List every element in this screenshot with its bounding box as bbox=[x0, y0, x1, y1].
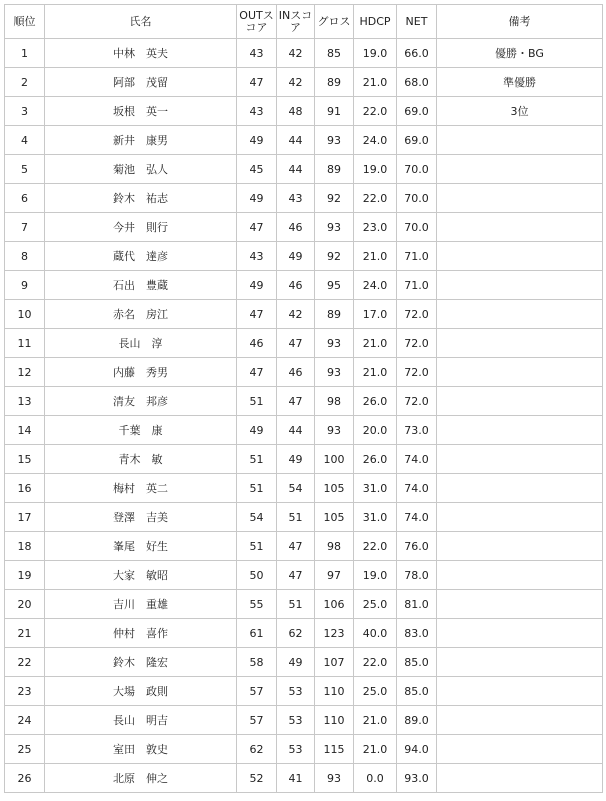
out-score-cell: 51 bbox=[237, 474, 277, 503]
rank-cell: 14 bbox=[5, 416, 45, 445]
notes-cell bbox=[437, 387, 603, 416]
gross-cell: 93 bbox=[315, 416, 354, 445]
net-cell: 74.0 bbox=[397, 445, 437, 474]
gross-cell: 106 bbox=[315, 590, 354, 619]
rank-cell: 26 bbox=[5, 764, 45, 793]
name-cell: 大場 政則 bbox=[45, 677, 237, 706]
rank-cell: 6 bbox=[5, 184, 45, 213]
net-cell: 85.0 bbox=[397, 677, 437, 706]
gross-cell: 107 bbox=[315, 648, 354, 677]
rank-cell: 18 bbox=[5, 532, 45, 561]
gross-cell: 110 bbox=[315, 706, 354, 735]
table-row bbox=[5, 561, 603, 590]
table-body bbox=[5, 39, 603, 793]
out-score-cell: 43 bbox=[237, 39, 277, 68]
hdcp-cell: 21.0 bbox=[354, 68, 397, 97]
table-row bbox=[5, 416, 603, 445]
in-score-cell: 49 bbox=[277, 242, 315, 271]
notes-cell bbox=[437, 126, 603, 155]
name-cell: 登澤 吉美 bbox=[45, 503, 237, 532]
in-score-cell: 46 bbox=[277, 213, 315, 242]
out-score-cell: 55 bbox=[237, 590, 277, 619]
table-row bbox=[5, 503, 603, 532]
notes-cell bbox=[437, 242, 603, 271]
rank-cell: 15 bbox=[5, 445, 45, 474]
in-score-cell: 49 bbox=[277, 648, 315, 677]
gross-cell: 97 bbox=[315, 561, 354, 590]
table-row bbox=[5, 242, 603, 271]
notes-cell bbox=[437, 764, 603, 793]
table-row bbox=[5, 68, 603, 97]
name-cell: 清友 邦彦 bbox=[45, 387, 237, 416]
rank-cell: 19 bbox=[5, 561, 45, 590]
gross-cell: 93 bbox=[315, 126, 354, 155]
header-name: 氏名 bbox=[45, 5, 237, 39]
net-cell: 66.0 bbox=[397, 39, 437, 68]
hdcp-cell: 25.0 bbox=[354, 677, 397, 706]
hdcp-cell: 19.0 bbox=[354, 155, 397, 184]
name-cell: 阿部 茂留 bbox=[45, 68, 237, 97]
out-score-cell: 46 bbox=[237, 329, 277, 358]
out-score-cell: 49 bbox=[237, 126, 277, 155]
name-cell: 鈴木 祐志 bbox=[45, 184, 237, 213]
in-score-cell: 53 bbox=[277, 735, 315, 764]
net-cell: 71.0 bbox=[397, 242, 437, 271]
net-cell: 89.0 bbox=[397, 706, 437, 735]
hdcp-cell: 20.0 bbox=[354, 416, 397, 445]
hdcp-cell: 21.0 bbox=[354, 358, 397, 387]
name-cell: 青木 敏 bbox=[45, 445, 237, 474]
gross-cell: 115 bbox=[315, 735, 354, 764]
rank-cell: 5 bbox=[5, 155, 45, 184]
table-row bbox=[5, 445, 603, 474]
gross-cell: 105 bbox=[315, 503, 354, 532]
in-score-cell: 46 bbox=[277, 271, 315, 300]
net-cell: 73.0 bbox=[397, 416, 437, 445]
rank-cell: 9 bbox=[5, 271, 45, 300]
name-cell: 大家 敏昭 bbox=[45, 561, 237, 590]
notes-cell bbox=[437, 706, 603, 735]
rank-cell: 23 bbox=[5, 677, 45, 706]
out-score-cell: 57 bbox=[237, 677, 277, 706]
rank-cell: 8 bbox=[5, 242, 45, 271]
out-score-cell: 50 bbox=[237, 561, 277, 590]
table-header bbox=[5, 5, 603, 39]
notes-cell bbox=[437, 532, 603, 561]
hdcp-cell: 21.0 bbox=[354, 329, 397, 358]
header-row bbox=[5, 5, 603, 39]
notes-cell bbox=[437, 619, 603, 648]
hdcp-cell: 23.0 bbox=[354, 213, 397, 242]
gross-cell: 93 bbox=[315, 329, 354, 358]
rank-cell: 7 bbox=[5, 213, 45, 242]
net-cell: 72.0 bbox=[397, 329, 437, 358]
table-row bbox=[5, 387, 603, 416]
notes-cell bbox=[437, 300, 603, 329]
table-row bbox=[5, 39, 603, 68]
name-cell: 新井 康男 bbox=[45, 126, 237, 155]
name-cell: 中林 英夫 bbox=[45, 39, 237, 68]
table-row bbox=[5, 184, 603, 213]
in-score-cell: 46 bbox=[277, 358, 315, 387]
gross-cell: 100 bbox=[315, 445, 354, 474]
in-score-cell: 44 bbox=[277, 416, 315, 445]
rank-cell: 3 bbox=[5, 97, 45, 126]
out-score-cell: 45 bbox=[237, 155, 277, 184]
rank-cell: 13 bbox=[5, 387, 45, 416]
name-cell: 石出 豊蔵 bbox=[45, 271, 237, 300]
gross-cell: 98 bbox=[315, 387, 354, 416]
net-cell: 85.0 bbox=[397, 648, 437, 677]
in-score-cell: 44 bbox=[277, 126, 315, 155]
gross-cell: 93 bbox=[315, 358, 354, 387]
hdcp-cell: 22.0 bbox=[354, 184, 397, 213]
notes-cell bbox=[437, 271, 603, 300]
hdcp-cell: 21.0 bbox=[354, 735, 397, 764]
results-table bbox=[4, 4, 603, 793]
out-score-cell: 47 bbox=[237, 358, 277, 387]
gross-cell: 89 bbox=[315, 155, 354, 184]
header-net: NET bbox=[397, 5, 437, 39]
net-cell: 81.0 bbox=[397, 590, 437, 619]
hdcp-cell: 21.0 bbox=[354, 706, 397, 735]
gross-cell: 92 bbox=[315, 184, 354, 213]
net-cell: 72.0 bbox=[397, 358, 437, 387]
notes-cell: 3位 bbox=[437, 97, 603, 126]
rank-cell: 16 bbox=[5, 474, 45, 503]
notes-cell bbox=[437, 329, 603, 358]
hdcp-cell: 40.0 bbox=[354, 619, 397, 648]
in-score-cell: 53 bbox=[277, 677, 315, 706]
in-score-cell: 54 bbox=[277, 474, 315, 503]
out-score-cell: 62 bbox=[237, 735, 277, 764]
net-cell: 94.0 bbox=[397, 735, 437, 764]
out-score-cell: 47 bbox=[237, 213, 277, 242]
gross-cell: 95 bbox=[315, 271, 354, 300]
out-score-cell: 43 bbox=[237, 242, 277, 271]
net-cell: 69.0 bbox=[397, 97, 437, 126]
in-score-cell: 42 bbox=[277, 300, 315, 329]
table-row bbox=[5, 590, 603, 619]
name-cell: 仲村 喜作 bbox=[45, 619, 237, 648]
notes-cell bbox=[437, 735, 603, 764]
net-cell: 74.0 bbox=[397, 503, 437, 532]
notes-cell: 準優勝 bbox=[437, 68, 603, 97]
rank-cell: 10 bbox=[5, 300, 45, 329]
notes-cell bbox=[437, 213, 603, 242]
gross-cell: 91 bbox=[315, 97, 354, 126]
name-cell: 鈴木 隆宏 bbox=[45, 648, 237, 677]
out-score-cell: 61 bbox=[237, 619, 277, 648]
out-score-cell: 49 bbox=[237, 184, 277, 213]
net-cell: 68.0 bbox=[397, 68, 437, 97]
in-score-cell: 47 bbox=[277, 387, 315, 416]
hdcp-cell: 22.0 bbox=[354, 532, 397, 561]
hdcp-cell: 26.0 bbox=[354, 387, 397, 416]
table-row bbox=[5, 764, 603, 793]
net-cell: 70.0 bbox=[397, 155, 437, 184]
in-score-cell: 49 bbox=[277, 445, 315, 474]
notes-cell bbox=[437, 155, 603, 184]
out-score-cell: 51 bbox=[237, 532, 277, 561]
name-cell: 室田 敦史 bbox=[45, 735, 237, 764]
notes-cell bbox=[437, 503, 603, 532]
gross-cell: 123 bbox=[315, 619, 354, 648]
name-cell: 蔵代 達彦 bbox=[45, 242, 237, 271]
rank-cell: 20 bbox=[5, 590, 45, 619]
rank-cell: 4 bbox=[5, 126, 45, 155]
in-score-cell: 51 bbox=[277, 590, 315, 619]
rank-cell: 21 bbox=[5, 619, 45, 648]
gross-cell: 110 bbox=[315, 677, 354, 706]
notes-cell: 優勝・BG bbox=[437, 39, 603, 68]
in-score-cell: 43 bbox=[277, 184, 315, 213]
name-cell: 吉川 重雄 bbox=[45, 590, 237, 619]
notes-cell bbox=[437, 677, 603, 706]
notes-cell bbox=[437, 561, 603, 590]
in-score-cell: 47 bbox=[277, 561, 315, 590]
net-cell: 71.0 bbox=[397, 271, 437, 300]
in-score-cell: 42 bbox=[277, 39, 315, 68]
hdcp-cell: 25.0 bbox=[354, 590, 397, 619]
in-score-cell: 51 bbox=[277, 503, 315, 532]
hdcp-cell: 31.0 bbox=[354, 503, 397, 532]
name-cell: 長山 明吉 bbox=[45, 706, 237, 735]
header-rank: 順位 bbox=[5, 5, 45, 39]
table-row bbox=[5, 358, 603, 387]
table-row bbox=[5, 271, 603, 300]
gross-cell: 98 bbox=[315, 532, 354, 561]
out-score-cell: 49 bbox=[237, 416, 277, 445]
in-score-cell: 44 bbox=[277, 155, 315, 184]
notes-cell bbox=[437, 445, 603, 474]
gross-cell: 92 bbox=[315, 242, 354, 271]
rank-cell: 12 bbox=[5, 358, 45, 387]
in-score-cell: 48 bbox=[277, 97, 315, 126]
hdcp-cell: 22.0 bbox=[354, 648, 397, 677]
net-cell: 70.0 bbox=[397, 213, 437, 242]
notes-cell bbox=[437, 416, 603, 445]
in-score-cell: 53 bbox=[277, 706, 315, 735]
name-cell: 今井 則行 bbox=[45, 213, 237, 242]
out-score-cell: 47 bbox=[237, 68, 277, 97]
name-cell: 内藤 秀男 bbox=[45, 358, 237, 387]
out-score-cell: 47 bbox=[237, 300, 277, 329]
table-row bbox=[5, 619, 603, 648]
name-cell: 長山 淳 bbox=[45, 329, 237, 358]
rank-cell: 2 bbox=[5, 68, 45, 97]
net-cell: 93.0 bbox=[397, 764, 437, 793]
net-cell: 78.0 bbox=[397, 561, 437, 590]
gross-cell: 93 bbox=[315, 764, 354, 793]
out-score-cell: 58 bbox=[237, 648, 277, 677]
header-out-score: OUTスコア bbox=[237, 5, 277, 39]
net-cell: 76.0 bbox=[397, 532, 437, 561]
out-score-cell: 52 bbox=[237, 764, 277, 793]
table-row bbox=[5, 474, 603, 503]
net-cell: 70.0 bbox=[397, 184, 437, 213]
in-score-cell: 47 bbox=[277, 329, 315, 358]
table-row bbox=[5, 706, 603, 735]
name-cell: 坂根 英一 bbox=[45, 97, 237, 126]
hdcp-cell: 24.0 bbox=[354, 271, 397, 300]
name-cell: 北原 伸之 bbox=[45, 764, 237, 793]
notes-cell bbox=[437, 358, 603, 387]
net-cell: 74.0 bbox=[397, 474, 437, 503]
in-score-cell: 41 bbox=[277, 764, 315, 793]
header-notes: 備考 bbox=[437, 5, 603, 39]
notes-cell bbox=[437, 590, 603, 619]
notes-cell bbox=[437, 184, 603, 213]
hdcp-cell: 24.0 bbox=[354, 126, 397, 155]
hdcp-cell: 21.0 bbox=[354, 242, 397, 271]
table-row bbox=[5, 677, 603, 706]
table-row bbox=[5, 532, 603, 561]
hdcp-cell: 17.0 bbox=[354, 300, 397, 329]
rank-cell: 24 bbox=[5, 706, 45, 735]
hdcp-cell: 0.0 bbox=[354, 764, 397, 793]
out-score-cell: 51 bbox=[237, 445, 277, 474]
hdcp-cell: 22.0 bbox=[354, 97, 397, 126]
notes-cell bbox=[437, 474, 603, 503]
name-cell: 菊池 弘人 bbox=[45, 155, 237, 184]
hdcp-cell: 19.0 bbox=[354, 39, 397, 68]
table-row bbox=[5, 213, 603, 242]
out-score-cell: 43 bbox=[237, 97, 277, 126]
hdcp-cell: 26.0 bbox=[354, 445, 397, 474]
table-row bbox=[5, 648, 603, 677]
rank-cell: 22 bbox=[5, 648, 45, 677]
in-score-cell: 62 bbox=[277, 619, 315, 648]
table-row bbox=[5, 97, 603, 126]
rank-cell: 25 bbox=[5, 735, 45, 764]
header-gross: グロス bbox=[315, 5, 354, 39]
gross-cell: 85 bbox=[315, 39, 354, 68]
hdcp-cell: 31.0 bbox=[354, 474, 397, 503]
name-cell: 千葉 康 bbox=[45, 416, 237, 445]
name-cell: 赤名 房江 bbox=[45, 300, 237, 329]
table-row bbox=[5, 735, 603, 764]
net-cell: 72.0 bbox=[397, 387, 437, 416]
net-cell: 72.0 bbox=[397, 300, 437, 329]
out-score-cell: 51 bbox=[237, 387, 277, 416]
rank-cell: 11 bbox=[5, 329, 45, 358]
in-score-cell: 47 bbox=[277, 532, 315, 561]
table-row bbox=[5, 155, 603, 184]
hdcp-cell: 19.0 bbox=[354, 561, 397, 590]
gross-cell: 89 bbox=[315, 300, 354, 329]
gross-cell: 93 bbox=[315, 213, 354, 242]
in-score-cell: 42 bbox=[277, 68, 315, 97]
gross-cell: 105 bbox=[315, 474, 354, 503]
out-score-cell: 57 bbox=[237, 706, 277, 735]
rank-cell: 1 bbox=[5, 39, 45, 68]
net-cell: 69.0 bbox=[397, 126, 437, 155]
out-score-cell: 49 bbox=[237, 271, 277, 300]
out-score-cell: 54 bbox=[237, 503, 277, 532]
table-row bbox=[5, 126, 603, 155]
name-cell: 梅村 英二 bbox=[45, 474, 237, 503]
table-row bbox=[5, 300, 603, 329]
notes-cell bbox=[437, 648, 603, 677]
gross-cell: 89 bbox=[315, 68, 354, 97]
table-row bbox=[5, 329, 603, 358]
header-in-score: INスコア bbox=[277, 5, 315, 39]
name-cell: 峯尾 好生 bbox=[45, 532, 237, 561]
net-cell: 83.0 bbox=[397, 619, 437, 648]
rank-cell: 17 bbox=[5, 503, 45, 532]
header-hdcp: HDCP bbox=[354, 5, 397, 39]
